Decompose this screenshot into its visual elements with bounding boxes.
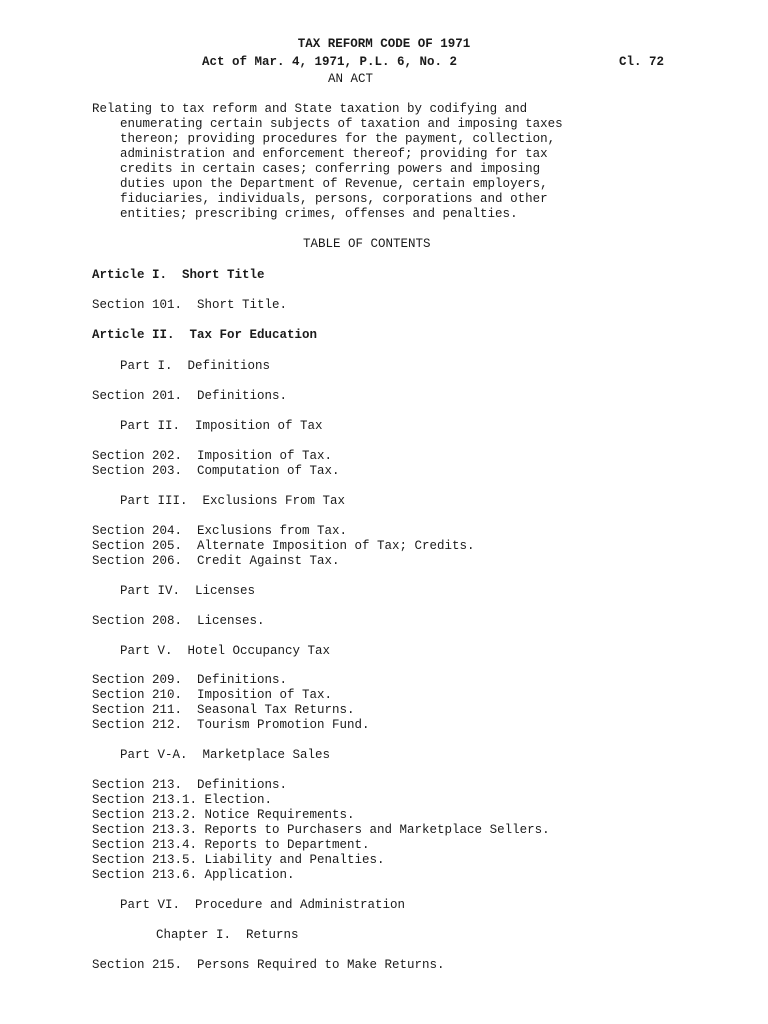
- toc-chapter-heading: Chapter I. Returns: [156, 928, 299, 942]
- document-title: TAX REFORM CODE OF 1971: [297, 37, 471, 51]
- toc-section-entry: Section 211. Seasonal Tax Returns.: [92, 703, 355, 717]
- toc-section-entry: Section 213. Definitions.: [92, 778, 288, 792]
- toc-part-heading: Part I. Definitions: [120, 359, 271, 373]
- preamble-line: fiduciaries, individuals, persons, corporations and other: [120, 192, 548, 206]
- toc-section-entry: Section 204. Exclusions from Tax.: [92, 524, 348, 538]
- preamble-line: credits in certain cases; conferring powers and imposing: [120, 162, 541, 176]
- preamble-line: administration and enforcement thereof; providing for tax: [120, 147, 548, 161]
- preamble-line: thereon; providing procedures for the payment, collection,: [120, 132, 556, 146]
- toc-section-entry: Section 101. Short Title.: [92, 298, 288, 312]
- an-act-heading: AN ACT: [328, 72, 374, 86]
- toc-section-entry: Section 213.5. Liability and Penalties.: [92, 853, 385, 867]
- preamble-line: enumerating certain subjects of taxation and imposing taxes: [120, 117, 563, 131]
- toc-article-heading: Article II. Tax For Education: [92, 328, 318, 342]
- toc-section-entry: Section 206. Credit Against Tax.: [92, 554, 340, 568]
- toc-section-entry: Section 213.4. Reports to Department.: [92, 838, 370, 852]
- toc-section-entry: Section 208. Licenses.: [92, 614, 265, 628]
- act-citation: Act of Mar. 4, 1971, P.L. 6, No. 2: [202, 55, 458, 69]
- toc-part-heading: Part VI. Procedure and Administration: [120, 898, 406, 912]
- toc-section-entry: Section 202. Imposition of Tax.: [92, 449, 333, 463]
- toc-section-entry: Section 213.3. Reports to Purchasers and Marketplace Sellers.: [92, 823, 550, 837]
- toc-section-entry: Section 203. Computation of Tax.: [92, 464, 340, 478]
- toc-heading: TABLE OF CONTENTS: [303, 237, 431, 251]
- toc-article-heading: Article I. Short Title: [92, 268, 265, 282]
- preamble-line: entities; prescribing crimes, offenses and penalties.: [120, 207, 518, 221]
- toc-section-entry: Section 213.1. Election.: [92, 793, 273, 807]
- toc-section-entry: Section 201. Definitions.: [92, 389, 288, 403]
- toc-part-heading: Part II. Imposition of Tax: [120, 419, 323, 433]
- toc-part-heading: Part V-A. Marketplace Sales: [120, 748, 331, 762]
- toc-section-entry: Section 215. Persons Required to Make Returns.: [92, 958, 445, 972]
- toc-section-entry: Section 212. Tourism Promotion Fund.: [92, 718, 370, 732]
- preamble-line: duties upon the Department of Revenue, certain employers,: [120, 177, 548, 191]
- toc-section-entry: Section 213.2. Notice Requirements.: [92, 808, 355, 822]
- toc-section-entry: Section 205. Alternate Imposition of Tax; Credits.: [92, 539, 475, 553]
- toc-part-heading: Part III. Exclusions From Tax: [120, 494, 346, 508]
- toc-part-heading: Part V. Hotel Occupancy Tax: [120, 644, 331, 658]
- class-label: Cl. 72: [619, 55, 665, 69]
- toc-section-entry: Section 209. Definitions.: [92, 673, 288, 687]
- preamble-line: Relating to tax reform and State taxation by codifying and: [92, 102, 528, 116]
- toc-section-entry: Section 210. Imposition of Tax.: [92, 688, 333, 702]
- toc-part-heading: Part IV. Licenses: [120, 584, 256, 598]
- toc-section-entry: Section 213.6. Application.: [92, 868, 295, 882]
